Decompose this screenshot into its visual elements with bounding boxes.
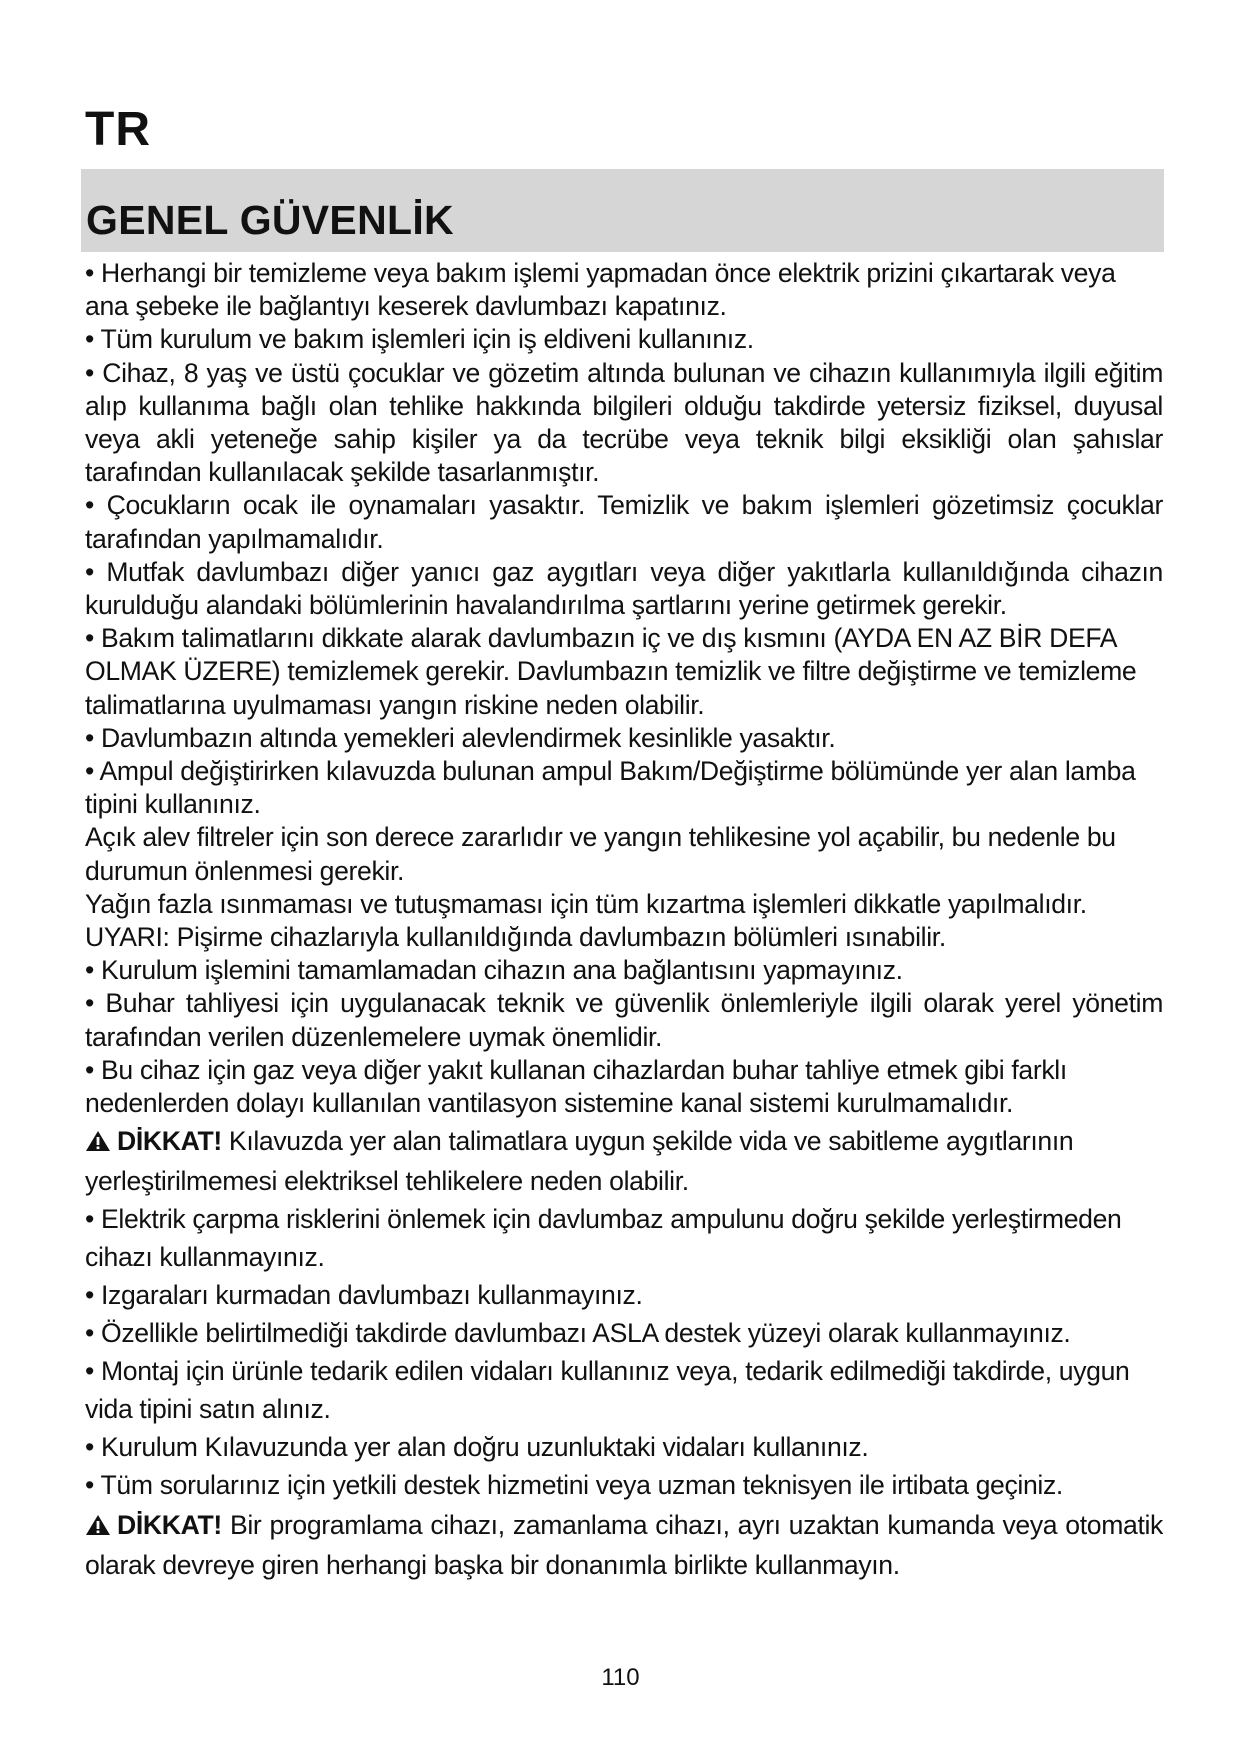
- warning-triangle-icon: [85, 1124, 111, 1162]
- safety-paragraph: • Bu cihaz için gaz veya diğer yakıt kullanan cihazlardan buhar tahliye etmek gibi farklı nedenlerden dolayı kullanılan vantilasyon sistemine kanal sistemi kurulmamalıdır.: [85, 1054, 1067, 1119]
- warning-text: Bir programlama cihazı, zamanlama cihazı, ayrı uzaktan kumanda veya otomatik olarak devreye giren herhangi başka bir donanımla birlikte kullanmayın.: [85, 1510, 1163, 1581]
- safety-paragraph: Açık alev filtreler için son derece zararlıdır ve yangın tehlikesine yol açabilir, bu nedenle bu durumun önlenmesi gerekir.: [85, 822, 1116, 886]
- safety-paragraph: • Herhangi bir temizleme veya bakım işlemi yapmadan önce elektrik prizini çıkartarak veya ana şebeke ile bağlantıyı keserek davlumbazı kapatınız.: [85, 258, 1116, 322]
- safety-paragraph: • Ampul değiştirirken kılavuzda bulunan ampul Bakım/Değiştirme bölümünde yer alan lamba tipini kullanınız.: [85, 756, 1136, 820]
- safety-paragraph: • Montaj için ürünle tedarik edilen vidaları kullanınız veya, tedarik edilmediği takdirde, uygun vida tipini satın alınız.: [85, 1356, 1130, 1425]
- safety-paragraph: • Davlumbazın altında yemekleri alevlendirmek kesinlikle yasaktır.: [85, 722, 836, 753]
- page-number: 110: [601, 1664, 640, 1691]
- safety-paragraph: • Kurulum işlemini tamamlamadan cihazın ana bağlantısını yapmayınız.: [85, 955, 903, 986]
- safety-paragraph: • Cihaz, 8 yaş ve üstü çocuklar ve gözetim altında bulunan ve cihazın kullanımıyla ilgili eğitim alıp kullanıma bağlı olan tehlike hakkında bilgileri olduğu takdirde yetersiz fiziksel, duyusal veya akli yeteneğe sahip kişiler ya da tecrübe veya teknik bilgi eksikliği olan şahıslar tarafından kullanılacak şekilde tasarlanmıştır.: [85, 357, 1163, 488]
- safety-paragraph: • Özellikle belirtilmediği takdirde davlumbazı ASLA destek yüzeyi olarak kullanmayınız.: [85, 1318, 1071, 1349]
- section-title: GENEL GÜVENLİK: [86, 197, 454, 243]
- safety-paragraph: • Tüm sorularınız için yetkili destek hizmetini veya uzman teknisyen ile irtibata geçiniz.: [85, 1470, 1063, 1501]
- safety-paragraph: • Mutfak davlumbazı diğer yanıcı gaz aygıtları veya diğer yakıtlarla kullanıldığında cihazın kurulduğu alandaki bölümlerinin havalandırılma şartlarını yerine getirmek gerekir.: [85, 556, 1163, 621]
- safety-paragraph: • Kurulum Kılavuzunda yer alan doğru uzunluktaki vidaları kullanınız.: [85, 1432, 869, 1463]
- safety-paragraph: • Elektrik çarpma risklerini önlemek için davlumbaz ampulunu doğru şekilde yerleştirmeden cihazı kullanmayınız.: [85, 1204, 1122, 1273]
- safety-paragraph: • Tüm kurulum ve bakım işlemleri için iş eldiveni kullanınız.: [85, 324, 754, 355]
- warning-text: Kılavuzda yer alan talimatlara uygun şekilde vida ve sabitleme aygıtlarının yerleştirilmemesi elektriksel tehlikelere neden olabilir.: [85, 1126, 1074, 1197]
- warning-label: DİKKAT!: [117, 1126, 222, 1157]
- safety-paragraph: Yağın fazla ısınmaması ve tutuşmaması için tüm kızartma işlemleri dikkatle yapılmalıdır.: [85, 888, 1087, 919]
- safety-paragraph: • Çocukların ocak ile oynamaları yasaktır. Temizlik ve bakım işlemleri gözetimsiz çocuklar tarafından yapılmamalıdır.: [85, 490, 1163, 554]
- warning-paragraph: [85, 1506, 1163, 1584]
- safety-content: [85, 257, 1163, 1584]
- safety-paragraph: • Bakım talimatlarını dikkate alarak davlumbazın iç ve dış kısmını (AYDA EN AZ BİR DEFA OLMAK ÜZERE) temizlemek gerekir. Davlumbazın temizlik ve filtre değiştirme ve temizleme talimatlarına uyulmaması yangın riskine neden olabilir.: [85, 623, 1137, 720]
- safety-paragraph: • Buhar tahliyesi için uygulanacak teknik ve güvenlik önlemleriyle ilgili olarak yerel yönetim tarafından verilen düzenlemelere uymak önemlidir.: [85, 988, 1163, 1052]
- warning-label: DİKKAT!: [117, 1510, 222, 1541]
- warning-paragraph: [85, 1122, 1163, 1200]
- lang-code: TR: [85, 103, 151, 156]
- warning-triangle-icon: [85, 1508, 111, 1546]
- safety-paragraph: UYARI: Pişirme cihazlarıyla kullanıldığında davlumbazın bölümleri ısınabilir.: [85, 922, 946, 953]
- safety-paragraph: • Izgaraları kurmadan davlumbazı kullanmayınız.: [85, 1280, 643, 1311]
